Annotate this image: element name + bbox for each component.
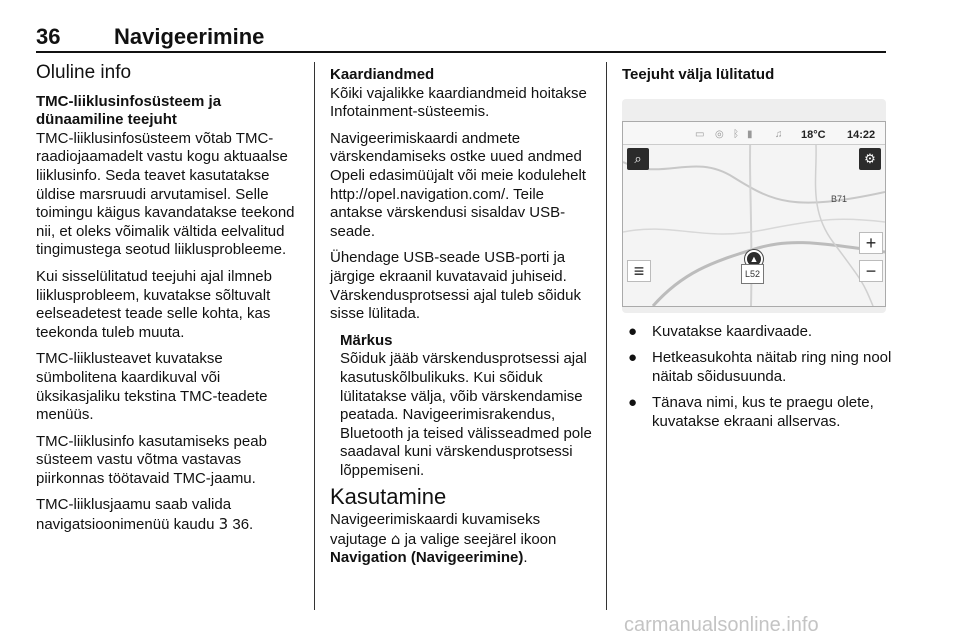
temperature: 18°C	[801, 128, 826, 141]
paragraph: Ühendage USB-seade USB-porti ja järgige ekraanil kuvatavaid juhiseid. Värskendusprotsessi ajal tuleb sõiduk sisse lülitada.	[330, 249, 581, 323]
radio-icon: ◎	[715, 128, 724, 140]
menu-icon[interactable]: ≡	[627, 260, 651, 282]
subhead-tmc: TMC-liiklusinfosüsteem ja dünaamiline teejuht	[36, 92, 222, 129]
clock: 14:22	[847, 128, 876, 141]
usage-text-end: .	[523, 549, 528, 567]
page-header	[36, 24, 886, 50]
gear-icon[interactable]: ⚙	[859, 148, 881, 170]
list-item: ● Kuvatakse kaardivaade.	[628, 322, 813, 340]
column-divider	[606, 62, 607, 610]
map-screen	[622, 121, 886, 307]
bullet-icon: ●	[628, 322, 638, 340]
section-title-important-info: Oluline info	[36, 62, 132, 83]
usage-text: ja valige seejärel ikoon	[404, 530, 557, 548]
paragraph: TMC-liiklusinfosüsteem võtab TMC-raadiojaamadelt vastu kogu aktuaalse liiklusinfo. Seda teavet kasutatakse üldise marsruudi arvutamisel. Selle toimingu käigus kavandatakse teekond nii, et oleks võimalik vältida eelvalitud tingimustega seotud liiklusprobleeme.	[36, 129, 295, 259]
signal-icon: ▭	[695, 128, 705, 140]
home-icon: ⌂	[390, 529, 401, 548]
current-position-icon: ▲	[745, 250, 763, 268]
signal-bars-icon: ▮	[747, 128, 753, 140]
search-icon[interactable]: ⌕	[627, 148, 649, 170]
subhead-guidance-off: Teejuht välja lülitatud	[622, 66, 775, 83]
bullet-list	[622, 323, 894, 432]
paragraph: Kui sisselülitatud teejuhi ajal ilmneb liiklusprobleem, kuvatakse sõltuvalt eelseadetest teade selle kohta, kas teekonda tuleb muuta.	[36, 267, 272, 341]
current-street-label: L52	[741, 264, 764, 285]
paragraph: TMC-liiklusinfo kasutamiseks peab süsteem vastu võtma vastavas piirkonnas töötavaid TMC-jaamu.	[36, 432, 267, 487]
zoom-in-button[interactable]: +	[859, 232, 883, 254]
paragraph-with-reference	[36, 496, 298, 534]
map-screenshot	[622, 99, 886, 313]
bluetooth-icon: ᛒ	[733, 128, 739, 140]
road-tag: B71	[831, 193, 848, 204]
usage-text: Navigeerimiskaardi kuvamiseks vajutage	[330, 511, 541, 548]
column-left	[36, 62, 298, 543]
page-number: 36	[36, 24, 61, 49]
list-item: ● Hetkeasukohta näitab ring ning nool näitab sõidusuunda.	[628, 349, 892, 385]
header-divider	[36, 51, 886, 53]
column-right	[622, 62, 894, 440]
page-title: Navigeerimine	[114, 24, 265, 49]
status-bar	[623, 122, 885, 145]
section-title-usage: Kasutamine	[330, 484, 447, 510]
paragraph-usage	[330, 511, 592, 568]
navigation-label: Navigation (Navigeerimine)	[330, 549, 524, 567]
paragraph: Kõiki vajalikke kaardiandmeid hoitakse Infotainment-süsteemis.	[330, 84, 587, 121]
music-icon: ♫	[775, 128, 783, 140]
watermark: carmanualsonline.info	[624, 614, 819, 636]
page-reference-arrow-icon: 3	[218, 515, 229, 534]
zoom-out-button[interactable]: −	[859, 260, 883, 282]
paragraph: TMC-liiklusteavet kuvatakse sümbolitena kaardikuval või üksikasjaliku tekstina TMC-teadete menüüs.	[36, 350, 268, 424]
note-title: Märkus	[340, 331, 393, 349]
paragraph-text: TMC-liiklusjaamu saab valida navigatsioonimenüü kaudu	[36, 496, 232, 534]
note-box	[330, 332, 592, 481]
subhead-map-data: Kaardiandmed	[330, 66, 435, 83]
bullet-icon: ●	[628, 394, 638, 412]
column-middle	[330, 62, 592, 576]
column-divider	[314, 62, 315, 610]
bullet-icon: ●	[628, 349, 638, 367]
list-item: ● Tänava nimi, kus te praegu olete, kuvatakse ekraani allservas.	[628, 394, 874, 430]
paragraph: Navigeerimiskaardi andmete värskendamiseks ostke uued andmed Opeli edasimüüjalt või meie kodulehelt http://opel.navigation.com/. Teile antakse värskendusi sisaldav USB-seade.	[330, 129, 586, 240]
note-text: Sõiduk jääb värskendusprotsessi ajal kasutuskõlbulikuks. Kui sõiduk lülitatakse välja, võib värskendamise peatada. Navigeerimisrakendus, Bluetooth ja teised välisseadmed pole saadaval kuni värskendusprotsessi lõppemiseni.	[340, 350, 592, 479]
page-reference[interactable]: 36.	[232, 516, 254, 534]
